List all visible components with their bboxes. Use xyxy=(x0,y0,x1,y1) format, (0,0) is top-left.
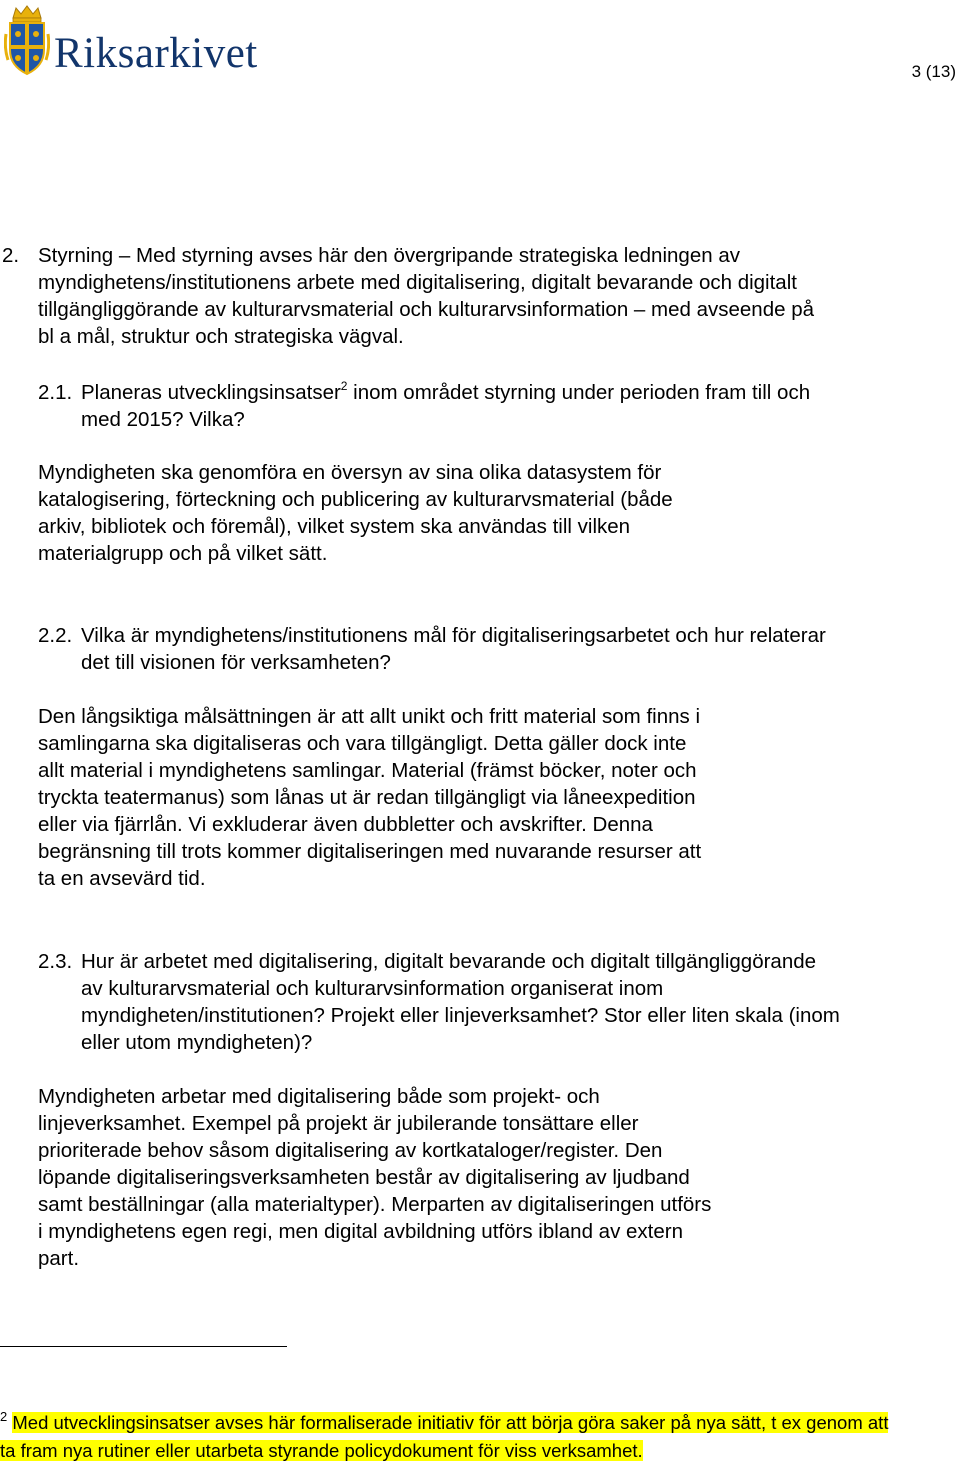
footnote-number: 2 xyxy=(0,1409,8,1424)
footnote-line xyxy=(0,1437,944,1465)
text-line xyxy=(81,379,810,406)
text-line: Hur är arbetet med digitalisering, digitalt bevarande och digitalt tillgängliggörande xyxy=(81,950,817,973)
text-line: med 2015? Vilka? xyxy=(81,408,245,431)
text-line: eller utom myndigheten)? xyxy=(81,1031,313,1054)
question-text xyxy=(81,948,840,1056)
answer-2-3 xyxy=(38,1083,711,1272)
text-line: myndighetens/institutionens arbete med digitalisering, digitalt bevarande och digitalt xyxy=(38,271,797,294)
text-line: löpande digitaliseringsverksamheten består av digitalisering av ljudband xyxy=(38,1166,690,1189)
question-number: 2.2. xyxy=(38,624,73,647)
text-line: Styrning – Med styrning avses här den övergripande strategiska ledningen av xyxy=(38,244,740,267)
text-fragment: Planeras utvecklingsinsatser xyxy=(81,381,341,404)
riksarkivet-logo xyxy=(4,4,264,80)
question-2-2 xyxy=(0,622,960,676)
text-line: begränsning till trots kommer digitaliseringen med nuvarande resurser att xyxy=(38,840,702,863)
question-text xyxy=(81,622,826,676)
text-line: arkiv, bibliotek och föremål), vilket system ska användas till vilken xyxy=(38,515,631,538)
text-line: prioriterade behov såsom digitalisering av kortkataloger/register. Den xyxy=(38,1139,663,1162)
text-line: av kulturarvsmaterial och kulturarvsinformation organiserat inom xyxy=(81,977,664,1000)
text-line: Den långsiktiga målsättningen är att allt unikt och fritt material som finns i xyxy=(38,705,700,728)
answer-2-1 xyxy=(38,459,673,567)
page-number: 3 (13) xyxy=(911,62,956,81)
text-line: ta en avsevärd tid. xyxy=(38,867,206,890)
footnote-ref: 2 xyxy=(340,379,348,393)
text-line: bl a mål, struktur och strategiska vägval. xyxy=(38,325,404,348)
question-2-1 xyxy=(0,379,960,433)
answer-2-2 xyxy=(38,703,701,892)
text-line: i myndighetens egen regi, men digital avbildning utförs ibland av extern xyxy=(38,1220,683,1243)
text-line: tillgängliggörande av kulturarvsmaterial och kulturarvsinformation – med avseende på xyxy=(38,298,814,321)
question-number: 2.3. xyxy=(38,950,73,973)
text-line: Myndigheten arbetar med digitalisering både som projekt- och xyxy=(38,1085,600,1108)
text-line: Myndigheten ska genomföra en översyn av sina olika datasystem för xyxy=(38,461,662,484)
text-line: samt beställningar (alla materialtyper). Merparten av digitaliseringen utförs xyxy=(38,1193,712,1216)
logo-text: Riksarkivet xyxy=(54,30,258,77)
footnote-line xyxy=(0,1409,944,1437)
text-line: Vilka är myndighetens/institutionens mål för digitaliseringsarbetet och hur relaterar xyxy=(81,624,826,647)
question-2-3 xyxy=(0,948,960,1056)
section-text xyxy=(38,242,814,350)
question-number: 2.1. xyxy=(38,381,73,404)
text-fragment: inom området styrning under perioden fram till och xyxy=(347,381,811,404)
footnote-text: Med utvecklingsinsatser avses här formaliserade initiativ för att börja göra saker på nya sätt, t ex genom att xyxy=(12,1412,889,1433)
text-line: eller via fjärrlån. Vi exkluderar även dubbletter och avskrifter. Denna xyxy=(38,813,653,836)
text-line: samlingarna ska digitaliseras och vara tillgängligt. Detta gäller dock inte xyxy=(38,732,687,755)
section-number: 2. xyxy=(2,244,20,267)
text-line: part. xyxy=(38,1247,80,1270)
question-text xyxy=(81,379,810,433)
text-line: det till visionen för verksamheten? xyxy=(81,651,391,674)
text-line: linjeverksamhet. Exempel på projekt är jubilerande tonsättare eller xyxy=(38,1112,639,1135)
footnote-separator xyxy=(0,1346,287,1347)
text-line: katalogisering, förteckning och publicering av kulturarvsmaterial (både xyxy=(38,488,673,511)
text-line: tryckta teatermanus) som lånas ut är redan tillgängligt via låneexpedition xyxy=(38,786,696,809)
swedish-coat-of-arms-icon xyxy=(4,4,50,76)
text-line: myndigheten/institutionen? Projekt eller linjeverksamhet? Stor eller liten skala (inom xyxy=(81,1004,840,1027)
footnote xyxy=(0,1409,944,1465)
text-line: materialgrupp och på vilket sätt. xyxy=(38,542,328,565)
section-2 xyxy=(0,242,960,350)
text-line: allt material i myndighetens samlingar. Material (främst böcker, noter och xyxy=(38,759,697,782)
footnote-text: ta fram nya rutiner eller utarbeta styrande policydokument för viss verksamhet. xyxy=(0,1440,643,1461)
